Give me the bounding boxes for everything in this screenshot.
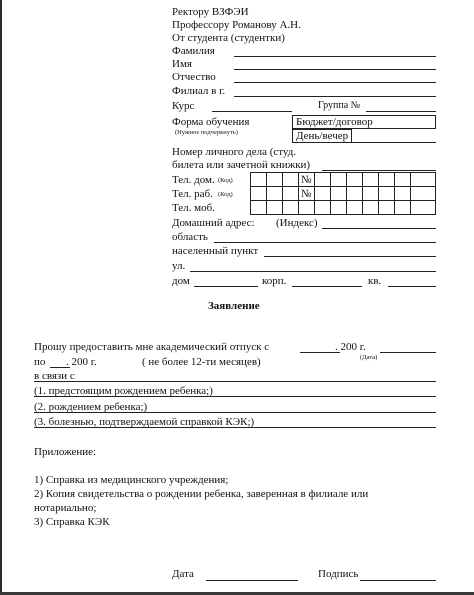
course-field[interactable]	[212, 111, 292, 112]
phone-grid-frame	[250, 172, 436, 215]
apartment-field[interactable]	[388, 286, 436, 287]
file-number-label-2: билета или зачетной книжки)	[172, 159, 311, 171]
signature-label: Подпись	[318, 568, 359, 580]
end-date-year: . 200 г.	[66, 356, 97, 368]
street-label: ул.	[172, 260, 186, 272]
request-text: Прошу предоставить мне академический отпуск с	[34, 341, 270, 353]
postcode-label: (Индекс)	[276, 217, 318, 229]
phone-grid-col-line	[346, 172, 347, 215]
home-phone-number-sign: №	[301, 174, 312, 186]
study-form-label: Форма обучения	[172, 116, 250, 128]
attachment-item: 3) Справка КЭК	[34, 516, 110, 528]
attachment-item: нотариально;	[34, 502, 97, 514]
scan-border-left	[0, 0, 2, 595]
reason-line	[34, 412, 436, 413]
file-number-field[interactable]	[322, 170, 436, 171]
phone-grid-row-line	[250, 186, 436, 187]
locality-field[interactable]	[264, 256, 436, 257]
day-evening-label: День/вечер	[296, 130, 349, 142]
date-field[interactable]	[206, 580, 298, 581]
budget-contract-label: Бюджет/договор	[296, 116, 373, 128]
phone-grid-col-line	[362, 172, 363, 215]
group-field[interactable]	[366, 111, 436, 112]
reason-option[interactable]: (1. предстоящим рождением ребенка;)	[34, 385, 213, 397]
building-label: корп.	[262, 275, 287, 287]
signature-field[interactable]	[360, 580, 436, 581]
phone-grid-col-line	[410, 172, 411, 215]
start-date-tail-line	[380, 352, 436, 353]
phone-grid-row-line	[250, 200, 436, 201]
start-date-year: . 200 г.	[335, 341, 366, 353]
from-student-label: От студента (студентки)	[172, 32, 285, 44]
patronymic-field[interactable]	[234, 82, 436, 83]
reason-line	[34, 427, 436, 428]
phone-grid-col-line	[266, 172, 267, 215]
reason-line	[34, 396, 436, 397]
date-label: Дата	[172, 568, 194, 580]
group-label: Группа №	[318, 100, 361, 111]
postcode-field[interactable]	[322, 228, 436, 229]
attachment-item: 1) Справка из медицинского учреждения;	[34, 474, 229, 486]
building-field[interactable]	[292, 286, 362, 287]
mobile-phone-label: Тел. моб.	[172, 202, 215, 214]
reason-intro: в связи с	[34, 370, 75, 382]
surname-field[interactable]	[234, 56, 436, 57]
reason-option[interactable]: (2. рождением ребенка;)	[34, 401, 148, 413]
phone-grid-col-line	[394, 172, 395, 215]
statement-title: Заявление	[208, 300, 260, 312]
file-number-label-1: Номер личного дела (студ.	[172, 146, 297, 158]
phone-grid-col-line	[298, 172, 299, 215]
region-label: область	[172, 231, 208, 243]
phone-grid-col-line	[378, 172, 379, 215]
until-label: по	[34, 356, 46, 368]
branch-field[interactable]	[234, 96, 436, 97]
branch-label: Филиал в г.	[172, 85, 226, 97]
home-phone-code-label: (Код)	[218, 177, 233, 184]
patronymic-label: Отчество	[172, 71, 216, 83]
attachments-title: Приложение:	[34, 446, 97, 458]
home-address-label: Домашний адрес:	[172, 217, 255, 229]
phone-grid-col-line	[314, 172, 315, 215]
study-form-underline	[352, 142, 436, 143]
date-note: (Дата)	[360, 354, 378, 361]
work-phone-label: Тел. раб.	[172, 188, 213, 200]
house-label: дом	[172, 275, 190, 287]
underline-note: (Нужное подчеркнуть)	[175, 129, 238, 136]
surname-label: Фамилия	[172, 45, 215, 57]
start-date-field[interactable]	[300, 352, 340, 353]
region-field[interactable]	[214, 242, 436, 243]
work-phone-code-label: (Код)	[218, 191, 233, 198]
street-field[interactable]	[190, 271, 436, 272]
home-phone-label: Тел. дом.	[172, 174, 215, 186]
phone-grid-col-line	[282, 172, 283, 215]
term-limit-note: ( не более 12-ти месяцев)	[142, 356, 261, 368]
apartment-label: кв.	[368, 275, 382, 287]
first-name-label: Имя	[172, 58, 192, 70]
addressee-professor: Профессору Романову А.Н.	[172, 19, 301, 31]
reason-option[interactable]: (3. болезнью, подтверждаемой справкой КЭК;)	[34, 416, 255, 428]
addressee-rector: Ректору ВЗФЭИ	[172, 6, 249, 18]
house-field[interactable]	[194, 286, 258, 287]
locality-label: населенный пункт	[172, 245, 259, 257]
attachment-item: 2) Копия свидетельства о рождении ребенка, заверенная в филиале или	[34, 488, 369, 500]
phone-grid-col-line	[330, 172, 331, 215]
first-name-field[interactable]	[234, 69, 436, 70]
course-label: Курс	[172, 100, 195, 112]
reason-line	[34, 381, 436, 382]
work-phone-number-sign: №	[301, 188, 312, 200]
